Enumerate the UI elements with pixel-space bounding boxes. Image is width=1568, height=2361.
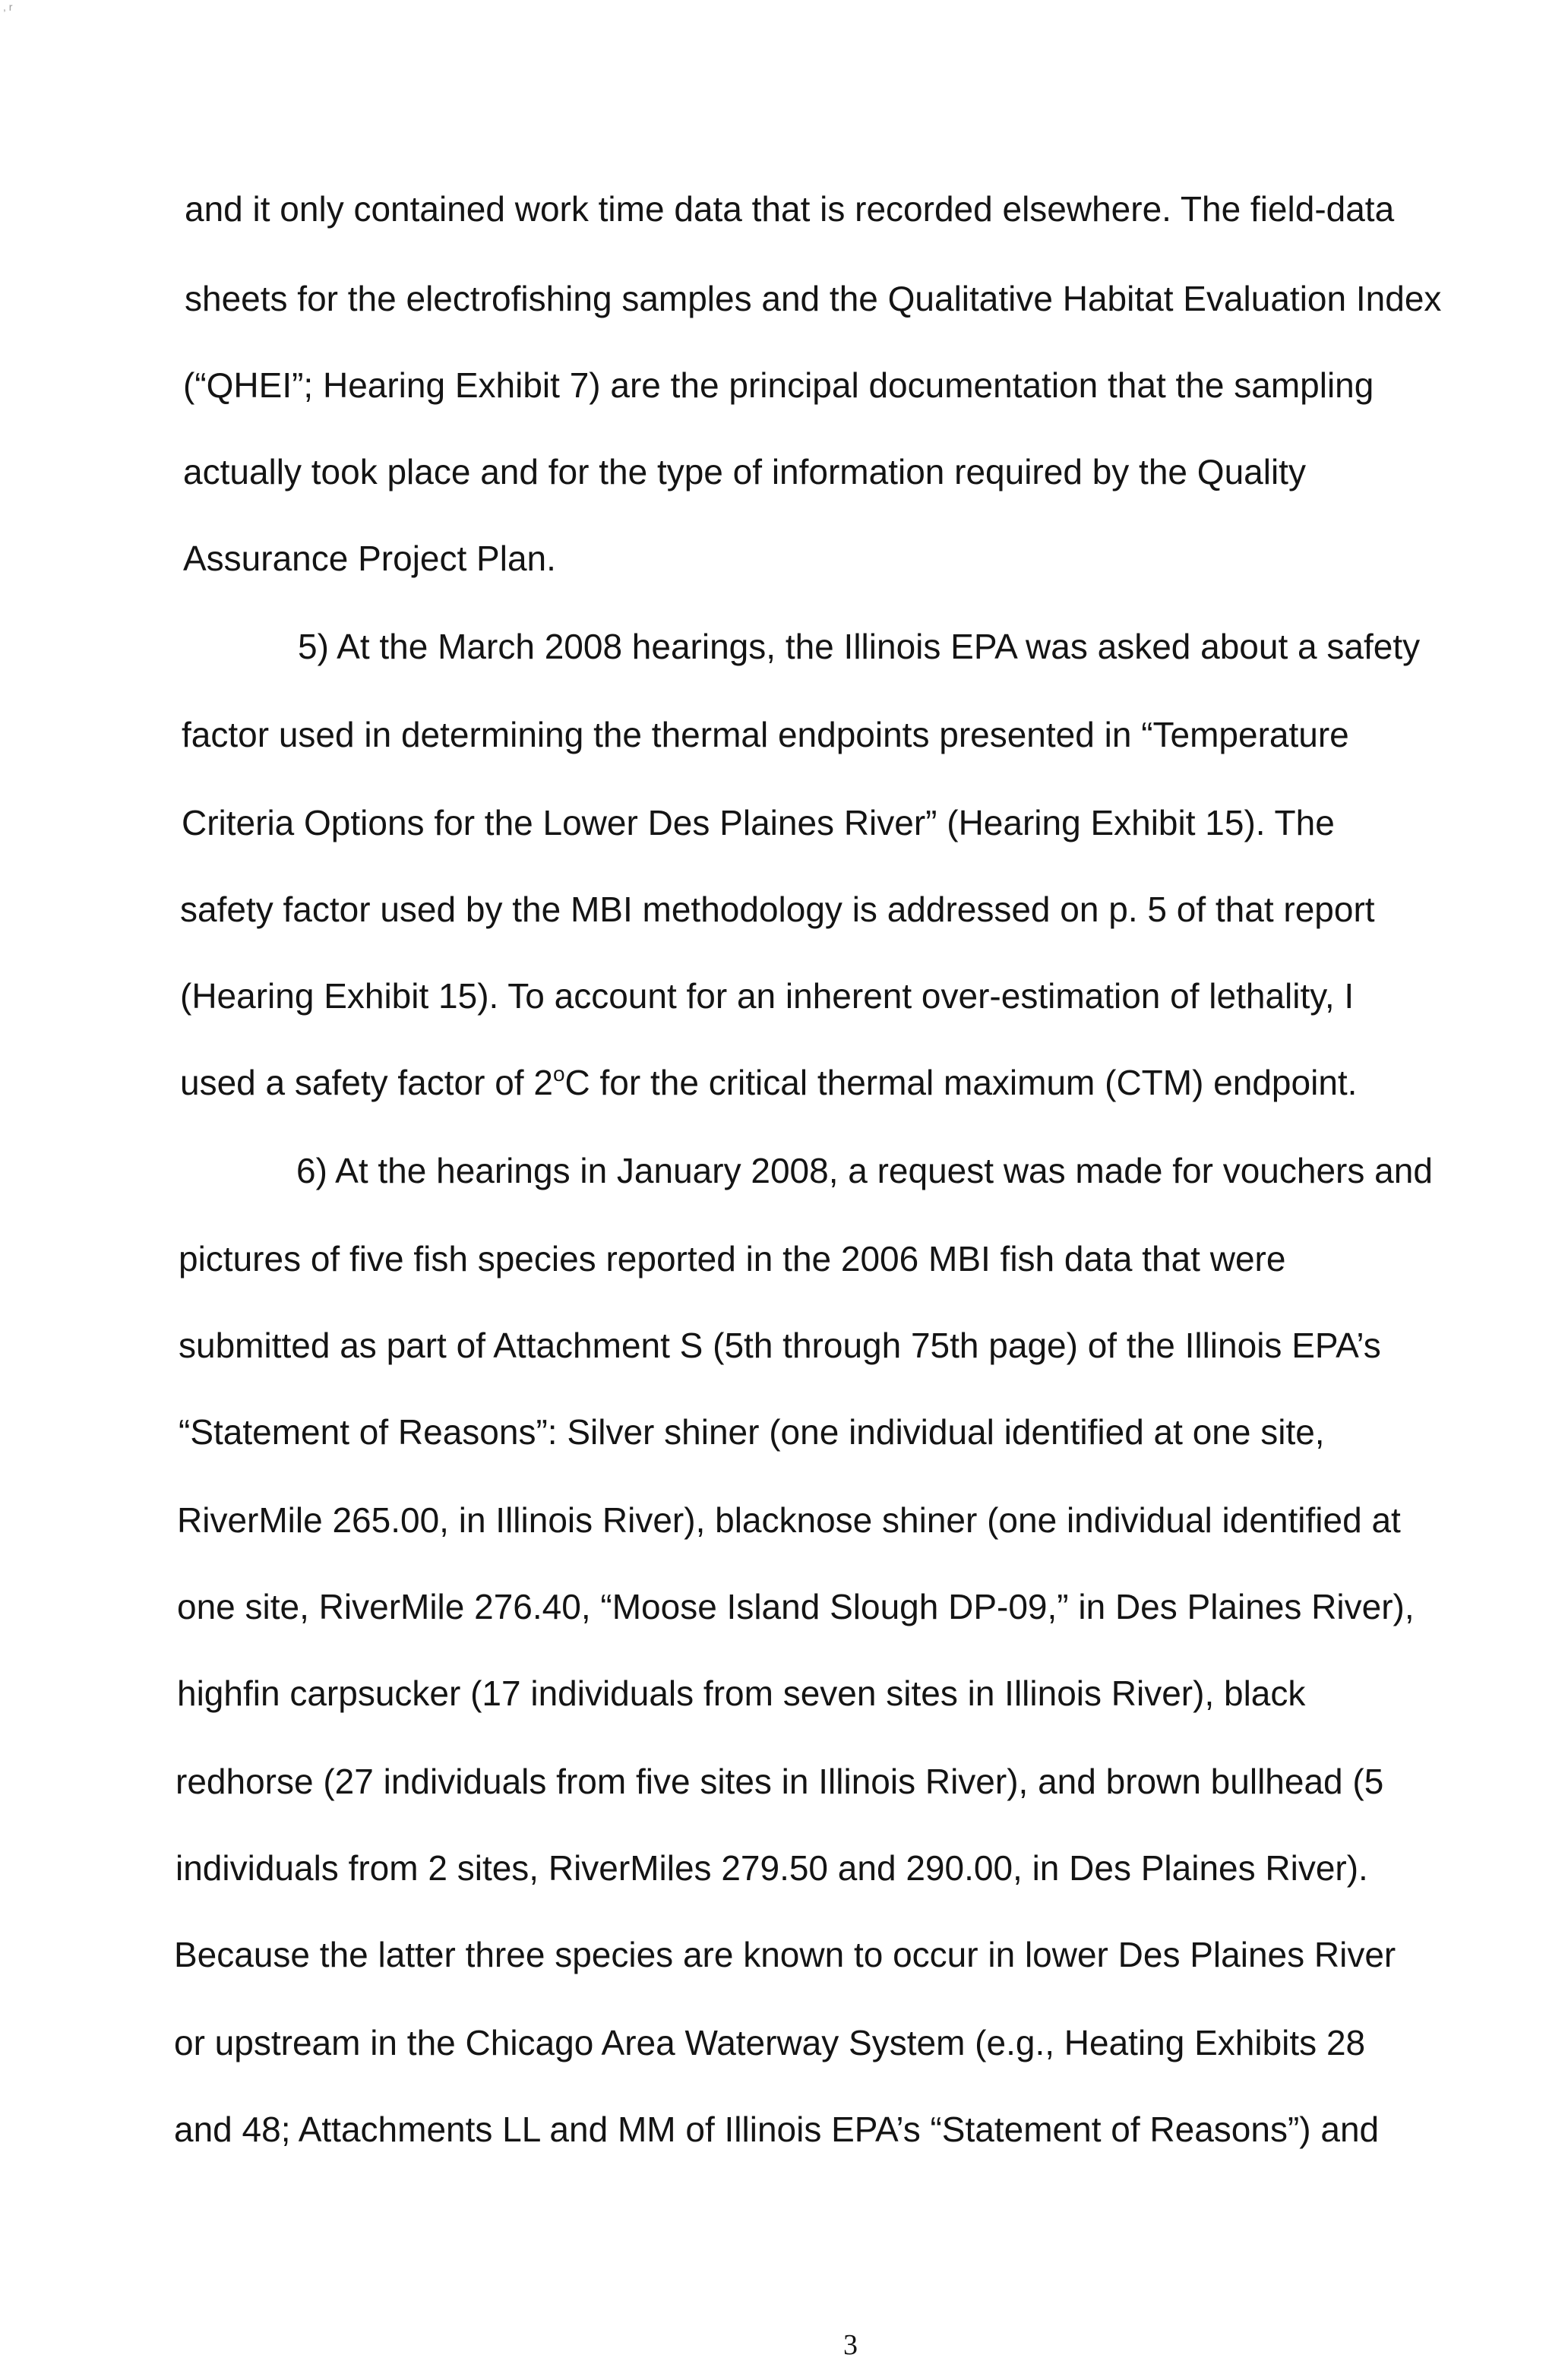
text-line-1: and it only contained work time data that is recorded elsewhere. The field-data <box>185 189 1395 229</box>
text-line-3: (“QHEI”; Hearing Exhibit 7) are the principal documentation that the sampling <box>183 365 1374 405</box>
paragraph-5-line-2: factor used in determining the thermal endpoints presented in “Temperature <box>182 715 1349 754</box>
page-number: 3 <box>843 2329 858 2361</box>
paragraph-5-line-1: 5) At the March 2008 hearings, the Illinois EPA was asked about a safety <box>298 627 1421 666</box>
text-line-4: actually took place and for the type of information required by the Quality <box>183 452 1306 491</box>
paragraph-6-line-9: individuals from 2 sites, RiverMiles 279.50 and 290.00, in Des Plaines River). <box>175 1848 1368 1888</box>
paragraph-6-line-12: and 48; Attachments LL and MM of Illinois EPA’s “Statement of Reasons”) and <box>174 2110 1380 2149</box>
paragraph-6-line-6: one site, RiverMile 276.40, “Moose Island Slough DP-09,” in Des Plaines River), <box>177 1587 1415 1626</box>
paragraph-6-line-10: Because the latter three species are known to occur in lower Des Plaines River <box>174 1935 1396 1974</box>
paragraph-6-line-2: pictures of five fish species reported in the 2006 MBI fish data that were <box>179 1239 1286 1278</box>
scan-corner-mark: , r <box>3 1 13 13</box>
text-line-5: Assurance Project Plan. <box>183 539 556 578</box>
paragraph-6-line-8: redhorse (27 individuals from five sites in Illinois River), and brown bullhead (5 <box>175 1762 1384 1801</box>
paragraph-5-line-6-start: used a safety factor of 2 <box>180 1063 553 1102</box>
paragraph-5-line-4: safety factor used by the MBI methodology is addressed on p. 5 of that report <box>180 890 1375 929</box>
paragraph-6-line-11: or upstream in the Chicago Area Waterway System (e.g., Heating Exhibits 28 <box>174 2023 1366 2062</box>
paragraph-5-line-6-end: C for the critical thermal maximum (CTM) endpoint. <box>564 1063 1358 1102</box>
paragraph-5-line-5: (Hearing Exhibit 15). To account for an inherent over-estimation of lethality, I <box>180 976 1355 1016</box>
paragraph-5-line-6 <box>180 1062 1358 1102</box>
paragraph-6-line-3: submitted as part of Attachment S (5th through 75th page) of the Illinois EPA’s <box>179 1326 1381 1365</box>
paragraph-6-line-7: highfin carpsucker (17 individuals from seven sites in Illinois River), black <box>177 1674 1306 1713</box>
paragraph-6-line-4: “Statement of Reasons”: Silver shiner (one individual identified at one site, <box>179 1412 1325 1452</box>
text-line-2: sheets for the electrofishing samples and the Qualitative Habitat Evaluation Index <box>185 279 1442 318</box>
paragraph-6-line-1: 6) At the hearings in January 2008, a request was made for vouchers and <box>296 1151 1433 1190</box>
paragraph-6-line-5: RiverMile 265.00, in Illinois River), blacknose shiner (one individual identified at <box>177 1500 1401 1540</box>
paragraph-5-line-3: Criteria Options for the Lower Des Plaines River” (Hearing Exhibit 15). The <box>182 803 1335 842</box>
degree-superscript: o <box>552 1062 565 1086</box>
